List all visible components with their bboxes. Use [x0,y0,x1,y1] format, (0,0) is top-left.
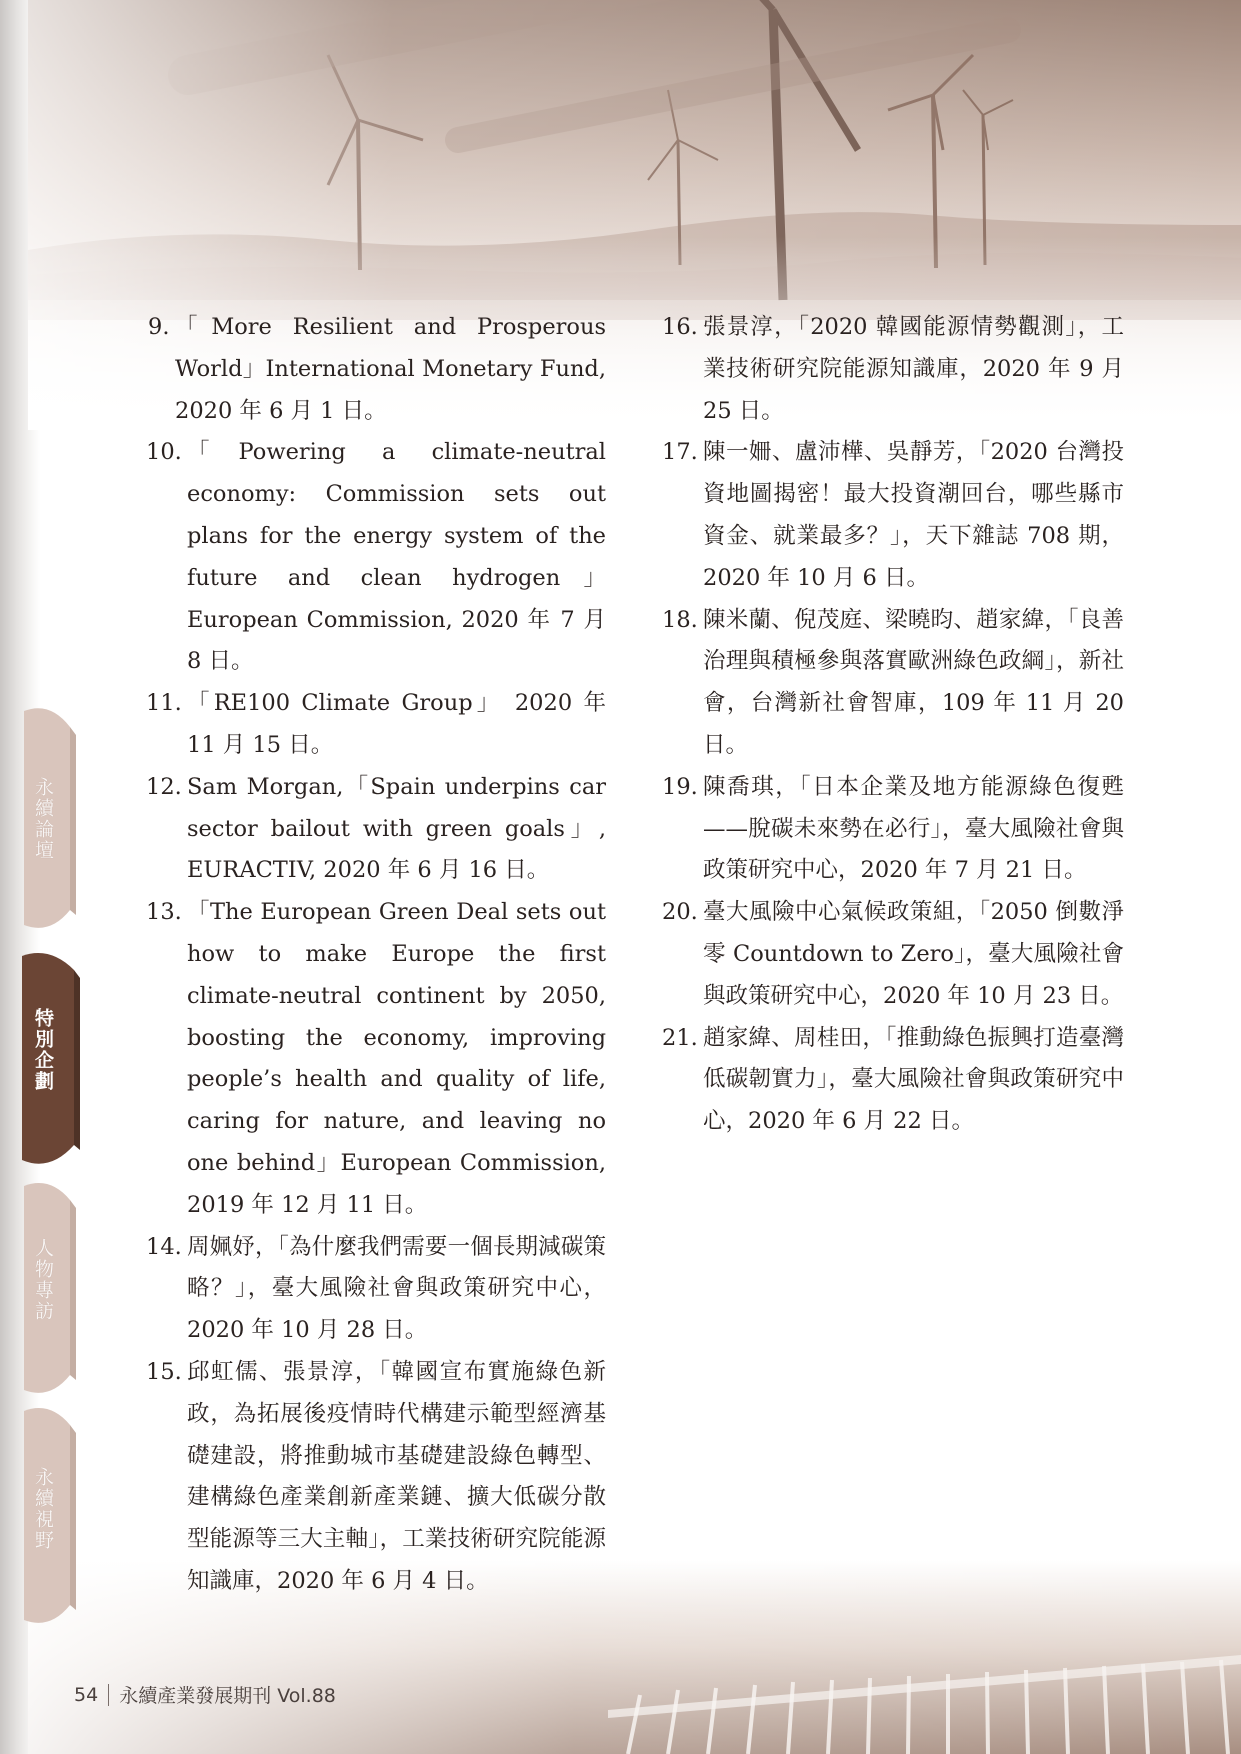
reference-number: 13. [146,899,182,926]
side-tab-label: 永續論壇 [32,777,54,861]
reference-text: 陳一姍、盧沛樺、吳靜芳，「2020 台灣投資地圖揭密！最大投資潮回台，哪些縣市資金、就業最多？」，天下雜誌 708 期，2020 年 10 月 6 日。 [703,439,1124,591]
reference-text: 「RE100 Climate Group」 2020 年 11 月 15 日。 [187,690,606,758]
reference-item [146,892,606,1226]
reference-text: 「The European Green Deal sets out how to make Europe the first climate-neutral continent by 2050, boosting the economy, improving people’s health and quality of life, caring for nature, and leaving no one behind」European Commission, 2019 年 12 月 11 日。 [187,899,606,1218]
side-tab-vision[interactable] [20,1405,80,1625]
reference-number: 17. [662,439,698,466]
reference-number: 16. [662,314,698,340]
reference-text: 「Powering a climate-neutral economy: Commission sets out plans for the energy system of the future and clean hydrogen」European Commission, 2020 年 7 月 8 日。 [187,439,606,675]
reference-number: 14. [146,1233,182,1260]
reference-number: 19. [662,773,698,800]
reference-item [662,600,1124,767]
reference-number: 10. [146,439,182,466]
reference-item [146,1352,606,1603]
reference-item [146,432,606,683]
reference-number: 15. [146,1358,182,1385]
side-tab-label: 永續視野 [32,1467,54,1551]
reference-text: 陳米蘭、倪茂庭、梁曉昀、趙家緯，「良善治理與積極參與落實歐洲綠色政綱」，新社會，台灣新社會智庫，109 年 11 月 20 日。 [703,606,1124,758]
footer-divider [108,1684,109,1706]
reference-item [146,307,606,432]
reference-item [146,683,606,767]
reference-list-left [146,307,606,1603]
reference-list-right [662,307,1124,1143]
journal-title: 永續產業發展期刊 Vol.88 [119,1685,336,1707]
reference-item [662,767,1124,892]
reference-text: 周姵妤，「為什麼我們需要一個長期減碳策略？」，臺大風險社會與政策研究中心，2020 年 10 月 28 日。 [187,1233,606,1344]
reference-text: 邱虹儒、張景淳，「韓國宣布實施綠色新政，為拓展後疫情時代構建示範型經濟基礎建設，將推動城市基礎建設綠色轉型、建構綠色產業創新產業鏈、擴大低碳分散型能源等三大主軸」，工業技術研究院能源知識庫，2020 年 6 月 4 日。 [187,1358,606,1594]
reference-number: 9. [148,314,170,340]
reference-item [662,1018,1124,1143]
side-tab-label: 人物專訪 [32,1238,54,1322]
reference-item [146,1227,606,1352]
reference-number: 12. [146,773,182,800]
reference-number: 21. [662,1024,698,1051]
reference-item [662,307,1124,432]
reference-text: 張景淳，「2020 韓國能源情勢觀測」，工業技術研究院能源知識庫，2020 年 9 月 25 日。 [703,314,1124,424]
reference-text: 趙家緯、周桂田，「推動綠色振興打造臺灣低碳韌實力」，臺大風險社會與政策研究中心，2020 年 6 月 22 日。 [703,1024,1124,1135]
side-tab-interview[interactable] [20,1180,80,1395]
reference-text: 「More Resilient and Prosperous World」International Monetary Fund, 2020 年 6 月 1 日。 [175,314,606,424]
page-number: 54 [74,1683,99,1706]
reference-number: 18. [662,606,698,633]
reference-item [662,432,1124,599]
page-footer [74,1681,336,1708]
side-tab-label: 特別企劃 [32,1008,54,1092]
reference-number: 20. [662,899,698,926]
reference-text: 臺大風險中心氣候政策組，「2050 倒數淨零 Countdown to Zero」，臺大風險社會與政策研究中心，2020 年 10 月 23 日。 [703,899,1124,1009]
side-tab-special[interactable] [20,950,80,1165]
reference-item [146,767,606,892]
reference-number: 11. [146,690,182,717]
reference-text: 陳喬琪，「日本企業及地方能源綠色復甦——脫碳未來勢在必行」，臺大風險社會與政策研究中心，2020 年 7 月 21 日。 [703,773,1124,884]
reference-text: Sam Morgan,「Spain underpins car sector bailout with green goals」, EURACTIV, 2020 年 6 月 16 日。 [187,773,606,884]
side-tab-forum[interactable] [20,705,80,930]
reference-item [662,892,1124,1017]
